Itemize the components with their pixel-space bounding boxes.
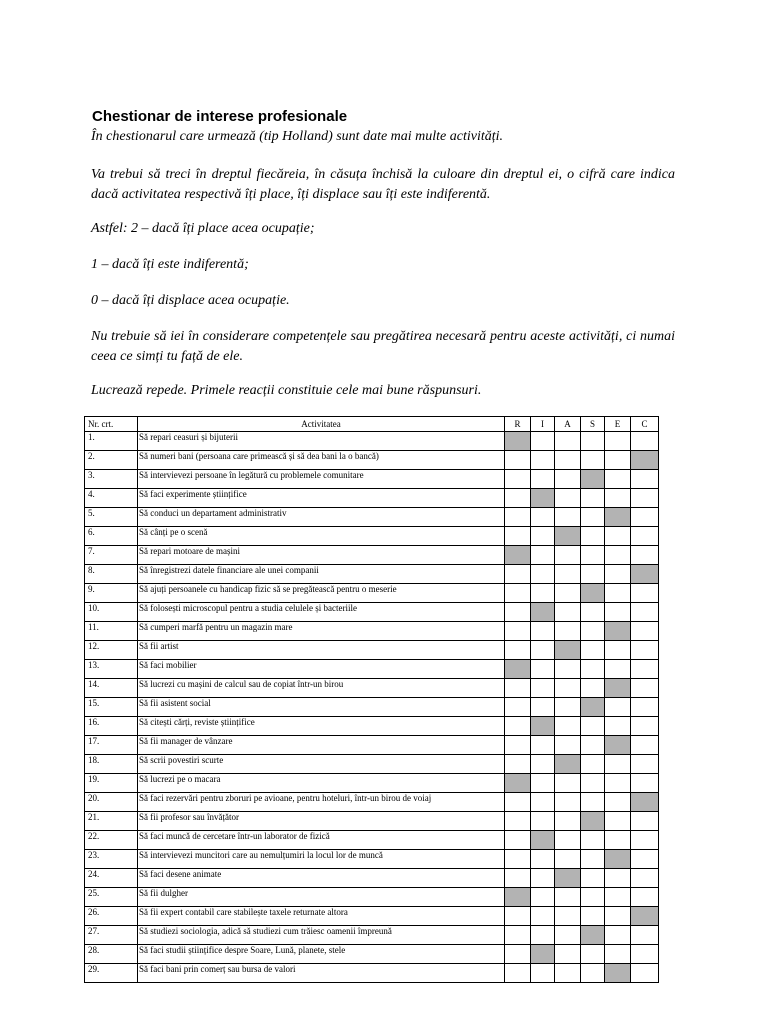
row-number: 10. — [85, 603, 138, 622]
score-cell-i — [531, 470, 555, 489]
score-cell-s — [581, 432, 605, 451]
score-cell-s — [581, 641, 605, 660]
score-cell-i — [531, 565, 555, 584]
score-cell-a — [555, 717, 581, 736]
score-cell-c — [631, 641, 659, 660]
score-cell-s — [581, 717, 605, 736]
table-row — [85, 432, 659, 451]
table-row — [85, 945, 659, 964]
score-cell-s-answer[interactable] — [581, 698, 605, 717]
score-cell-i — [531, 812, 555, 831]
score-cell-a — [555, 584, 581, 603]
scale-option-0: 0 – dacă îți displace acea ocupație. — [91, 293, 290, 308]
score-cell-c — [631, 584, 659, 603]
score-cell-c — [631, 850, 659, 869]
score-cell-s-answer[interactable] — [581, 812, 605, 831]
score-cell-s — [581, 451, 605, 470]
score-cell-c — [631, 736, 659, 755]
activity-cell: Să cumperi marfă pentru un magazin mare — [138, 622, 505, 641]
row-number: 29. — [85, 964, 138, 983]
row-number: 15. — [85, 698, 138, 717]
score-cell-c-answer[interactable] — [631, 565, 659, 584]
table-row — [85, 679, 659, 698]
score-cell-c — [631, 489, 659, 508]
row-number: 19. — [85, 774, 138, 793]
score-cell-s — [581, 603, 605, 622]
score-cell-i — [531, 660, 555, 679]
score-cell-i-answer[interactable] — [531, 717, 555, 736]
score-cell-e — [605, 603, 631, 622]
activity-cell: Să numeri bani (persoana care primească și să dea bani la o bancă) — [138, 451, 505, 470]
score-cell-r — [505, 584, 531, 603]
score-cell-e — [605, 470, 631, 489]
table-row — [85, 527, 659, 546]
score-cell-i-answer[interactable] — [531, 945, 555, 964]
score-cell-e — [605, 755, 631, 774]
score-cell-e — [605, 907, 631, 926]
table-row — [85, 660, 659, 679]
table-row — [85, 698, 659, 717]
score-cell-r — [505, 451, 531, 470]
activity-cell: Să faci experimente științifice — [138, 489, 505, 508]
score-cell-s — [581, 622, 605, 641]
score-cell-e — [605, 451, 631, 470]
score-cell-a-answer[interactable] — [555, 755, 581, 774]
row-number: 9. — [85, 584, 138, 603]
score-cell-c — [631, 527, 659, 546]
table-row — [85, 812, 659, 831]
score-cell-r — [505, 869, 531, 888]
score-cell-r — [505, 907, 531, 926]
activity-cell: Să înregistrezi datele financiare ale unei companii — [138, 565, 505, 584]
score-cell-s — [581, 546, 605, 565]
score-cell-s — [581, 527, 605, 546]
score-cell-i — [531, 508, 555, 527]
table-row — [85, 489, 659, 508]
row-number: 17. — [85, 736, 138, 755]
score-cell-c — [631, 926, 659, 945]
score-cell-e — [605, 945, 631, 964]
score-cell-r — [505, 717, 531, 736]
row-number: 22. — [85, 831, 138, 850]
activity-cell: Să folosești microscopul pentru a studia celulele și bacteriile — [138, 603, 505, 622]
score-cell-i — [531, 736, 555, 755]
row-number: 25. — [85, 888, 138, 907]
score-cell-r-answer[interactable] — [505, 888, 531, 907]
score-cell-i — [531, 698, 555, 717]
table-row — [85, 584, 659, 603]
score-cell-e-answer[interactable] — [605, 622, 631, 641]
score-cell-s — [581, 736, 605, 755]
activity-cell: Să faci desene animate — [138, 869, 505, 888]
row-number: 23. — [85, 850, 138, 869]
score-cell-s-answer[interactable] — [581, 584, 605, 603]
activity-cell: Să conduci un departament administrativ — [138, 508, 505, 527]
score-cell-e — [605, 432, 631, 451]
score-cell-r — [505, 527, 531, 546]
row-number: 12. — [85, 641, 138, 660]
table-body — [85, 432, 659, 983]
score-cell-c — [631, 622, 659, 641]
table-row — [85, 907, 659, 926]
score-cell-e — [605, 698, 631, 717]
score-cell-a — [555, 812, 581, 831]
score-cell-e-answer[interactable] — [605, 964, 631, 983]
activity-cell: Să faci muncă de cercetare într-un laborator de fizică — [138, 831, 505, 850]
activity-cell: Să citești cărți, reviste științifice — [138, 717, 505, 736]
score-cell-r — [505, 964, 531, 983]
score-cell-r — [505, 945, 531, 964]
score-cell-s — [581, 755, 605, 774]
score-cell-i-answer[interactable] — [531, 489, 555, 508]
table-row — [85, 641, 659, 660]
score-cell-i — [531, 755, 555, 774]
score-cell-s — [581, 831, 605, 850]
activity-cell: Să faci rezervări pentru zboruri pe avioane, pentru hoteluri, într-un birou de voiaj — [138, 793, 505, 812]
score-cell-e-answer[interactable] — [605, 679, 631, 698]
score-cell-a-answer[interactable] — [555, 527, 581, 546]
score-cell-i — [531, 793, 555, 812]
score-cell-e — [605, 546, 631, 565]
score-cell-i — [531, 869, 555, 888]
score-cell-e — [605, 489, 631, 508]
row-number: 21. — [85, 812, 138, 831]
row-number: 8. — [85, 565, 138, 584]
score-cell-c-answer[interactable] — [631, 451, 659, 470]
score-cell-a — [555, 945, 581, 964]
score-cell-c — [631, 888, 659, 907]
score-cell-r — [505, 622, 531, 641]
score-cell-s — [581, 869, 605, 888]
activity-cell: Să intervievezi persoane în legătură cu problemele comunitare — [138, 470, 505, 489]
score-cell-e — [605, 527, 631, 546]
row-number: 16. — [85, 717, 138, 736]
score-cell-a — [555, 850, 581, 869]
score-cell-e — [605, 641, 631, 660]
table-row — [85, 717, 659, 736]
score-cell-c — [631, 774, 659, 793]
score-cell-r-answer[interactable] — [505, 546, 531, 565]
score-cell-c — [631, 698, 659, 717]
score-cell-i — [531, 622, 555, 641]
row-number: 7. — [85, 546, 138, 565]
activity-cell: Să faci studii științifice despre Soare, Lună, planete, stele — [138, 945, 505, 964]
row-number: 6. — [85, 527, 138, 546]
score-cell-a — [555, 964, 581, 983]
score-cell-i — [531, 679, 555, 698]
score-cell-s — [581, 660, 605, 679]
score-cell-e — [605, 831, 631, 850]
score-cell-i — [531, 774, 555, 793]
score-cell-e-answer[interactable] — [605, 508, 631, 527]
score-cell-i — [531, 926, 555, 945]
table-row — [85, 774, 659, 793]
score-cell-r — [505, 508, 531, 527]
score-cell-i — [531, 432, 555, 451]
score-cell-e — [605, 888, 631, 907]
score-cell-i — [531, 584, 555, 603]
score-cell-a — [555, 736, 581, 755]
table-row — [85, 964, 659, 983]
score-cell-s — [581, 888, 605, 907]
score-cell-a — [555, 546, 581, 565]
score-cell-e — [605, 717, 631, 736]
row-number: 4. — [85, 489, 138, 508]
score-cell-s — [581, 489, 605, 508]
activity-cell: Să scrii povestiri scurte — [138, 755, 505, 774]
table-header-row — [85, 417, 659, 432]
score-cell-r — [505, 831, 531, 850]
score-cell-c — [631, 546, 659, 565]
score-cell-r — [505, 603, 531, 622]
score-cell-a — [555, 926, 581, 945]
score-cell-a — [555, 698, 581, 717]
activity-cell: Să fii profesor sau învățător — [138, 812, 505, 831]
score-cell-a — [555, 793, 581, 812]
table-row — [85, 755, 659, 774]
activity-cell: Să lucrezi pe o macara — [138, 774, 505, 793]
score-cell-a — [555, 603, 581, 622]
header-c: C — [631, 417, 659, 432]
score-cell-a — [555, 831, 581, 850]
row-number: 11. — [85, 622, 138, 641]
score-cell-a — [555, 470, 581, 489]
table-row — [85, 831, 659, 850]
activity-cell: Să repari motoare de mașini — [138, 546, 505, 565]
score-cell-i — [531, 888, 555, 907]
score-cell-c — [631, 831, 659, 850]
row-number: 20. — [85, 793, 138, 812]
activity-cell: Să fii asistent social — [138, 698, 505, 717]
score-cell-s — [581, 565, 605, 584]
score-cell-a — [555, 565, 581, 584]
header-e: E — [605, 417, 631, 432]
score-cell-a — [555, 660, 581, 679]
header-s: S — [581, 417, 605, 432]
score-cell-r — [505, 812, 531, 831]
score-cell-i — [531, 546, 555, 565]
page-title: Chestionar de interese profesionale — [92, 108, 348, 125]
score-cell-s — [581, 774, 605, 793]
score-cell-a — [555, 774, 581, 793]
activity-cell: Să fii expert contabil care stabilește taxele returnate altora — [138, 907, 505, 926]
table-row — [85, 869, 659, 888]
table-row — [85, 546, 659, 565]
score-cell-a — [555, 489, 581, 508]
row-number: 13. — [85, 660, 138, 679]
table-row — [85, 793, 659, 812]
activity-cell: Să fii artist — [138, 641, 505, 660]
score-cell-c — [631, 603, 659, 622]
table-row — [85, 470, 659, 489]
score-cell-a — [555, 451, 581, 470]
score-cell-r — [505, 755, 531, 774]
score-cell-e — [605, 793, 631, 812]
score-cell-r — [505, 793, 531, 812]
score-cell-c — [631, 508, 659, 527]
score-cell-c — [631, 717, 659, 736]
table-row — [85, 736, 659, 755]
score-cell-a-answer[interactable] — [555, 641, 581, 660]
table-row — [85, 926, 659, 945]
score-cell-a-answer[interactable] — [555, 869, 581, 888]
score-cell-r — [505, 679, 531, 698]
score-cell-e — [605, 926, 631, 945]
table-row — [85, 850, 659, 869]
scale-option-2: Astfel: 2 – dacă îți place acea ocupație; — [91, 221, 315, 236]
score-cell-r-answer[interactable] — [505, 432, 531, 451]
score-cell-e — [605, 660, 631, 679]
score-cell-e — [605, 584, 631, 603]
score-cell-i-answer[interactable] — [531, 603, 555, 622]
score-cell-c — [631, 812, 659, 831]
work-fast-note: Lucrează repede. Primele reacții constituie cele mai bune răspunsuri. — [91, 383, 482, 398]
score-cell-r-answer[interactable] — [505, 660, 531, 679]
row-number: 3. — [85, 470, 138, 489]
score-cell-r — [505, 698, 531, 717]
row-number: 26. — [85, 907, 138, 926]
row-number: 28. — [85, 945, 138, 964]
score-cell-e — [605, 812, 631, 831]
header-r: R — [505, 417, 531, 432]
activity-cell: Să fii dulgher — [138, 888, 505, 907]
score-cell-a — [555, 508, 581, 527]
row-number: 1. — [85, 432, 138, 451]
row-number: 18. — [85, 755, 138, 774]
table-row — [85, 508, 659, 527]
row-number: 2. — [85, 451, 138, 470]
score-cell-c-answer[interactable] — [631, 793, 659, 812]
score-cell-e — [605, 565, 631, 584]
score-cell-i — [531, 451, 555, 470]
score-cell-s — [581, 793, 605, 812]
score-cell-i — [531, 850, 555, 869]
score-cell-c-answer[interactable] — [631, 907, 659, 926]
score-cell-c — [631, 945, 659, 964]
row-number: 24. — [85, 869, 138, 888]
score-cell-a — [555, 432, 581, 451]
activity-cell: Să ajuți persoanele cu handicap fizic să se pregătească pentru o meserie — [138, 584, 505, 603]
score-cell-i — [531, 964, 555, 983]
table-row — [85, 888, 659, 907]
score-cell-c — [631, 755, 659, 774]
score-cell-e — [605, 774, 631, 793]
activity-cell: Să studiezi sociologia, adică să studiezi cum trăiesc oamenii împreună — [138, 926, 505, 945]
score-cell-s — [581, 945, 605, 964]
score-cell-r-answer[interactable] — [505, 774, 531, 793]
score-cell-r — [505, 926, 531, 945]
score-cell-r — [505, 470, 531, 489]
row-number: 14. — [85, 679, 138, 698]
score-cell-c — [631, 432, 659, 451]
activity-cell: Să lucrezi cu mașini de calcul sau de copiat într-un birou — [138, 679, 505, 698]
row-number: 5. — [85, 508, 138, 527]
activity-cell: Să intervievezi muncitori care au nemulțumiri la locul lor de muncă — [138, 850, 505, 869]
activity-cell: Să faci mobilier — [138, 660, 505, 679]
score-cell-c — [631, 964, 659, 983]
header-i: I — [531, 417, 555, 432]
intro-line: În chestionarul care urmează (tip Holland) sunt date mai multe activități. — [91, 129, 504, 144]
row-number: 27. — [85, 926, 138, 945]
score-cell-r — [505, 565, 531, 584]
score-cell-i — [531, 527, 555, 546]
activity-cell: Să cânți pe o scenă — [138, 527, 505, 546]
score-cell-s — [581, 508, 605, 527]
score-cell-i — [531, 907, 555, 926]
score-cell-c — [631, 470, 659, 489]
table-row — [85, 622, 659, 641]
score-cell-r — [505, 736, 531, 755]
score-cell-e — [605, 869, 631, 888]
activity-cell: Să repari ceasuri și bijuterii — [138, 432, 505, 451]
table-row — [85, 565, 659, 584]
score-cell-a — [555, 622, 581, 641]
header-nr-crt: Nr. crt. — [85, 417, 138, 432]
interest-table — [84, 416, 659, 983]
score-cell-a — [555, 679, 581, 698]
table-row — [85, 603, 659, 622]
score-cell-s-answer[interactable] — [581, 470, 605, 489]
score-cell-a — [555, 907, 581, 926]
score-cell-e-answer[interactable] — [605, 850, 631, 869]
score-cell-i — [531, 641, 555, 660]
activity-cell: Să fii manager de vânzare — [138, 736, 505, 755]
competence-note: Nu trebuie să iei în considerare competențele sau pregătirea necesară pentru aceste activități, ci numai ceea ce simți tu față de ele. — [91, 329, 675, 364]
score-cell-s — [581, 907, 605, 926]
score-cell-a — [555, 888, 581, 907]
score-cell-c — [631, 679, 659, 698]
score-cell-e-answer[interactable] — [605, 736, 631, 755]
score-cell-c — [631, 660, 659, 679]
header-a: A — [555, 417, 581, 432]
score-cell-c — [631, 869, 659, 888]
activity-cell: Să faci bani prin comerț sau bursa de valori — [138, 964, 505, 983]
table-row — [85, 451, 659, 470]
header-activity: Activitatea — [138, 417, 505, 432]
scale-option-1: 1 – dacă îți este indiferentă; — [91, 257, 249, 272]
instructions-paragraph: Va trebui să treci în dreptul fiecăreia, în căsuța închisă la culoare din dreptul ei, o cifră care indica dacă activitatea respectivă îți place, îți displace sau îți este indiferentă. — [91, 167, 675, 202]
score-cell-r — [505, 850, 531, 869]
score-cell-i-answer[interactable] — [531, 831, 555, 850]
score-cell-r — [505, 489, 531, 508]
score-cell-s — [581, 964, 605, 983]
score-cell-s-answer[interactable] — [581, 926, 605, 945]
score-cell-s — [581, 679, 605, 698]
score-cell-r — [505, 641, 531, 660]
score-cell-s — [581, 850, 605, 869]
